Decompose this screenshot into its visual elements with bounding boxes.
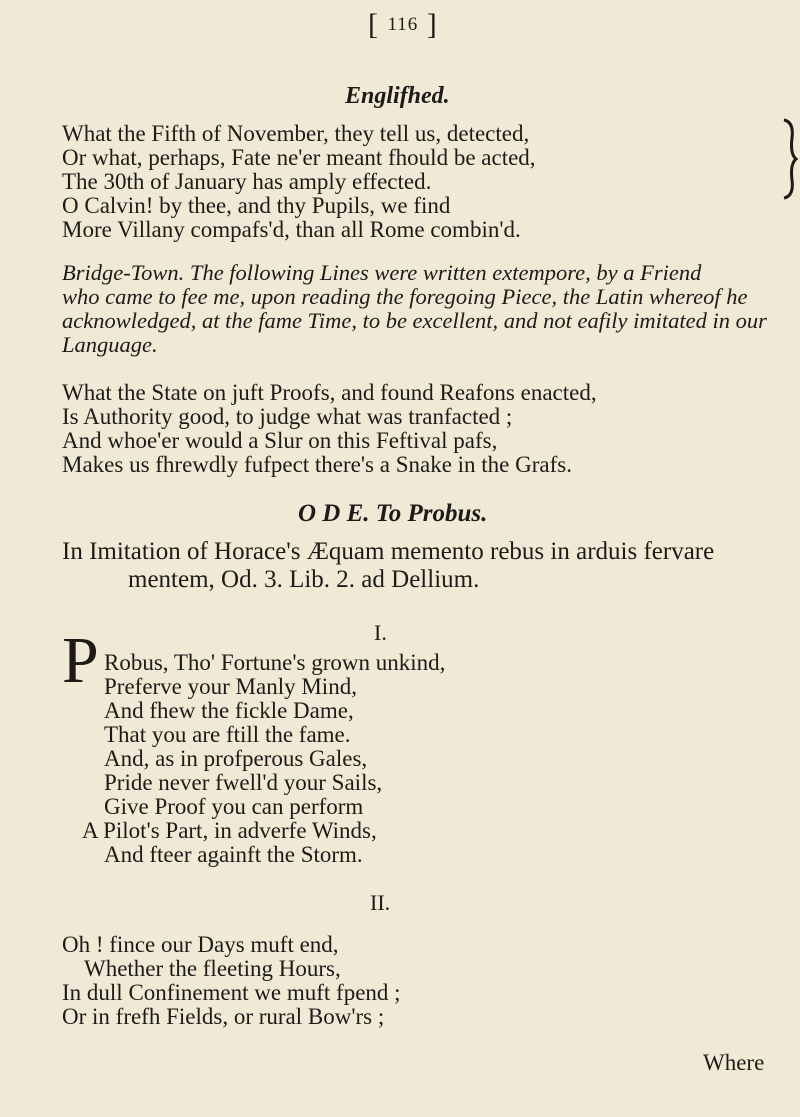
verse-line: Pride never fwell'd your Sails,	[104, 770, 383, 795]
page-number: [ 116 ]	[368, 8, 438, 41]
verse-line: Is Authority good, to judge what was tranfacted ;	[62, 404, 513, 429]
prose-line: Bridge-Town. The following Lines were written extempore, by a Friend	[62, 260, 702, 285]
stanza-numeral: I.	[374, 620, 387, 645]
ode-title: O D E. To Probus.	[298, 500, 488, 527]
prose-line: Language.	[62, 332, 158, 357]
verse-line: What the State on juft Proofs, and found Reafons enacted,	[62, 380, 597, 405]
triplet-brace	[780, 118, 800, 200]
prose-line: acknowledged, at the fame Time, to be excellent, and not eafily imitated in our	[62, 308, 767, 333]
verse-line: Oh ! fince our Days muft end,	[62, 932, 339, 957]
verse-line: O Calvin! by thee, and thy Pupils, we find	[62, 193, 451, 218]
verse-line: Robus, Tho' Fortune's grown unkind,	[104, 650, 446, 675]
verse-line: Or in frefh Fields, or rural Bow'rs ;	[62, 1004, 385, 1029]
verse-line: Makes us fhrewdly fufpect there's a Snake in the Grafs.	[62, 452, 572, 477]
stanza-numeral: II.	[370, 890, 391, 915]
imitation-line: mentem, Od. 3. Lib. 2. ad Dellium.	[128, 566, 480, 593]
verse-line: The 30th of January has amply effected.	[62, 169, 432, 194]
verse-line: And, as in profperous Gales,	[104, 746, 368, 771]
verse-line: Whether the fleeting Hours,	[84, 956, 341, 981]
drop-cap: P	[62, 624, 99, 697]
verse-line: And whoe'er would a Slur on this Feftival pafs,	[62, 428, 498, 453]
section-heading: Englifhed.	[345, 83, 450, 109]
verse-line: Give Proof you can perform	[104, 794, 364, 819]
verse-line: Or what, perhaps, Fate ne'er meant fhould be acted,	[62, 145, 536, 170]
verse-line: In dull Confinement we muft fpend ;	[62, 980, 401, 1005]
imitation-line: In Imitation of Horace's Æquam memento rebus in arduis fervare	[62, 538, 715, 565]
verse-line: That you are ftill the fame.	[104, 722, 351, 747]
verse-line: A Pilot's Part, in adverfe Winds,	[82, 818, 377, 843]
verse-line: And fteer againft the Storm.	[104, 842, 363, 867]
prose-line: who came to fee me, upon reading the foregoing Piece, the Latin whereof he	[62, 284, 748, 309]
verse-line: What the Fifth of November, they tell us, detected,	[62, 121, 530, 146]
verse-line: More Villany compafs'd, than all Rome combin'd.	[62, 217, 521, 242]
verse-line: And fhew the fickle Dame,	[104, 698, 354, 723]
verse-line: Preferve your Manly Mind,	[104, 674, 357, 699]
catchword: Where	[703, 1050, 765, 1075]
